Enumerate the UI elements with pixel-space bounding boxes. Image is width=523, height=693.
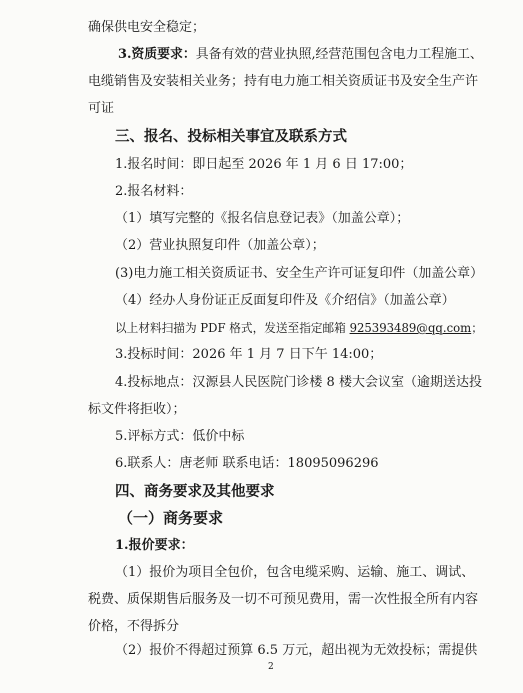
qualification-line xyxy=(118,47,483,63)
materials-label: 2.报名材料： xyxy=(115,184,193,199)
bid-time: 3.投标时间：2026 年 1 月 7 日下午 14:00； xyxy=(115,347,383,362)
email-link[interactable]: 925393489@qq.com xyxy=(349,321,472,335)
text-line: 可证 xyxy=(88,101,115,116)
section-heading-3: 三、报名、投标相关事宜及联系方式 xyxy=(115,128,347,145)
signup-time: 1.报名时间：即日起至 2026 年 1 月 6 日 17:00； xyxy=(115,157,413,172)
quote-label: 1.报价要求： xyxy=(115,538,194,553)
material-item-2: （2）营业执照复印件（加盖公章）； xyxy=(115,238,325,253)
bid-place-line-1: 4.投标地点：汉源县人民医院门诊楼 8 楼大会议室（逾期送达投 xyxy=(115,375,482,390)
material-item-3: (3)电力施工相关资质证书、安全生产许可证复印件（加盖公章） xyxy=(115,266,484,281)
email-suffix: ； xyxy=(471,321,483,335)
quote-item-1-line-1: （1）报价为项目全包价，包含电缆采购、运输、施工、调试、 xyxy=(115,565,475,580)
quote-item-2: （2）报价不得超过预算 6.5 万元，超出视为无效投标；需提供 xyxy=(115,643,478,658)
evaluation-method: 5.评标方式：低价中标 xyxy=(115,429,245,444)
bid-place-line-2: 标文件将拒收）； xyxy=(88,402,186,417)
section-heading-4: 四、商务要求及其他要求 xyxy=(115,483,275,500)
contact-line: 6.联系人：唐老师 联系电话：18095096296 xyxy=(115,456,379,471)
qualification-label: 3.资质要求： xyxy=(118,47,196,62)
email-line xyxy=(115,320,483,336)
material-item-1: （1）填写完整的《报名信息登记表》（加盖公章）； xyxy=(115,211,410,226)
page-number: 2 xyxy=(268,662,274,672)
quote-item-1-line-2: 税费、质保期售后服务及一切不可预见费用，需一次性报全所有内容 xyxy=(88,592,479,607)
qualification-text: 具备有效的营业执照,经营范围包含电力工程施工、 xyxy=(195,47,483,62)
text-line: 确保供电安全稳定； xyxy=(88,20,206,35)
text-line: 电缆销售及安装相关业务；持有电力施工相关资质证书及安全生产许 xyxy=(88,74,479,89)
material-item-4: （4）经办人身份证正反面复印件及《介绍信》（加盖公章） xyxy=(115,293,455,308)
quote-item-1-line-3: 价格，不得拆分 xyxy=(88,619,180,634)
subsection-heading-1: （一）商务要求 xyxy=(118,509,224,527)
email-prefix: 以上材料扫描为 PDF 格式，发送至指定邮箱 xyxy=(115,321,350,335)
